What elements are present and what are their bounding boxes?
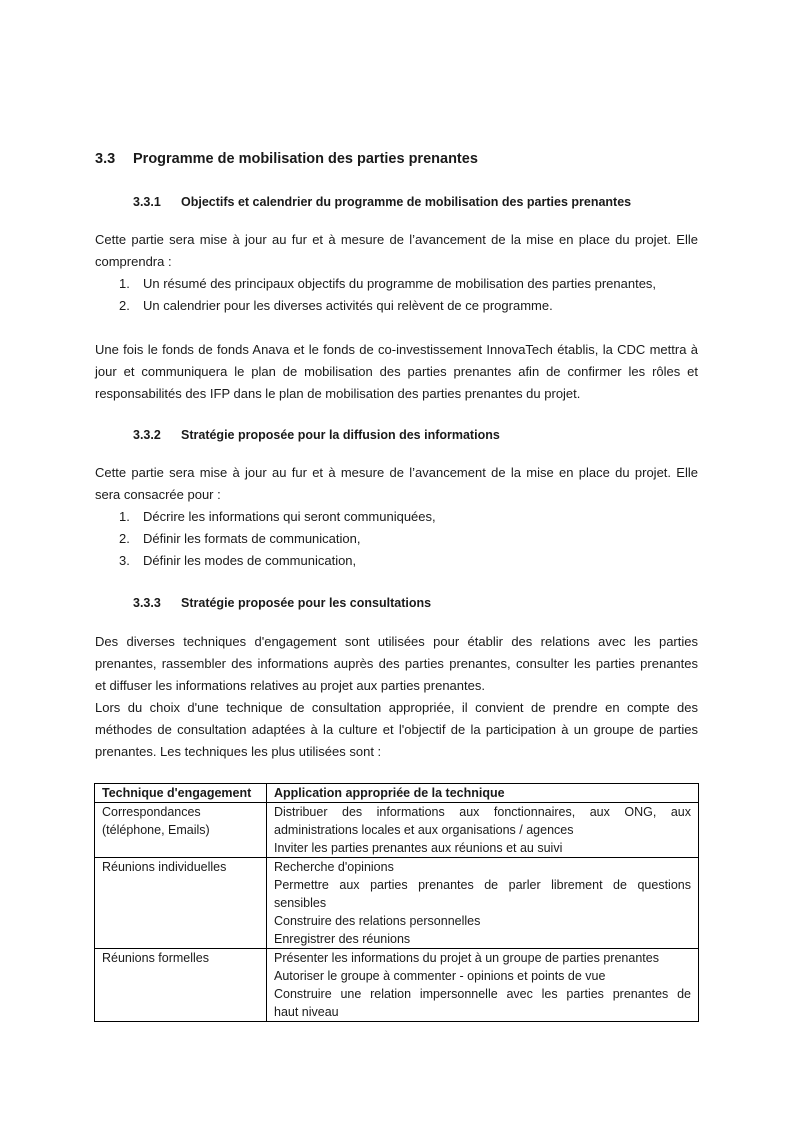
subsection-heading-3-3-1 — [133, 195, 631, 209]
paragraph-line: prenantes, rassembler des informations auprès des parties prenantes, consulter les parties prenantes — [95, 656, 698, 671]
paragraph-line: responsabilités des IFP dans le plan de mobilisation des parties prenantes du projet. — [95, 386, 581, 401]
list-number: 3. — [119, 553, 130, 568]
diffusion-list — [119, 506, 436, 572]
paragraph-line: jour et communiquera le plan de mobilisation des parties prenantes afin de confirmer les rôles et — [95, 364, 698, 379]
engagement-techniques-table — [94, 783, 699, 1022]
cell-line: Recherche d'opinions — [274, 860, 394, 874]
cell-line: (téléphone, Emails) — [102, 823, 210, 837]
subsection-title: Objectifs et calendrier du programme de mobilisation des parties prenantes — [181, 195, 632, 209]
cell-line: Permettre aux parties prenantes de parler librement de questions — [274, 878, 691, 892]
table-row — [95, 949, 699, 1022]
paragraph-line: et diffuser les informations relatives au projet aux parties prenantes. — [95, 678, 485, 693]
table-row — [95, 858, 699, 949]
paragraph-line: Cette partie sera mise à jour au fur et à mesure de l’avancement de la mise en place du projet. Elle — [95, 232, 698, 247]
cell-line: sensibles — [274, 896, 327, 910]
list-number: 2. — [119, 298, 130, 313]
list-number: 1. — [119, 276, 130, 291]
subsection-number: 3.3.3 — [133, 596, 161, 610]
subsection-number: 3.3.2 — [133, 428, 161, 442]
cell-line: administrations locales et aux organisations / agences — [274, 823, 574, 837]
list-text: Un résumé des principaux objectifs du programme de mobilisation des parties prenantes, — [143, 276, 657, 291]
header-technique: Technique d'engagement — [95, 784, 267, 803]
cell-line: Distribuer des informations aux fonctionnaires, aux ONG, aux — [274, 805, 691, 819]
application-cell — [267, 803, 699, 858]
section-heading — [95, 151, 478, 167]
subsection-title: Stratégie proposée pour les consultations — [181, 596, 432, 610]
list-number: 1. — [119, 509, 130, 524]
cell-line: Autoriser le groupe à commenter - opinions et points de vue — [274, 969, 606, 983]
application-cell — [267, 858, 699, 949]
list-text: Décrire les informations qui seront communiquées, — [143, 509, 436, 524]
intro-paragraph-3-3-1 — [95, 229, 698, 273]
subsection-number: 3.3.1 — [133, 195, 161, 209]
paragraph-line: Des diverses techniques d'engagement sont utilisées pour établir des relations avec les parties — [95, 634, 698, 649]
list-item — [119, 273, 656, 295]
paragraph-line: Lors du choix d'une technique de consultation appropriée, il convient de prendre en compte des — [95, 700, 698, 715]
paragraph-line: sera consacrée pour : — [95, 487, 221, 502]
section-number: 3.3 — [95, 151, 116, 167]
cell-line: Construire des relations personnelles — [274, 914, 481, 928]
technique-cell — [95, 858, 267, 949]
intro-paragraph-3-3-2 — [95, 462, 698, 506]
objectives-list — [119, 273, 656, 317]
technique-cell — [95, 803, 267, 858]
table-header-row — [95, 784, 699, 803]
list-item — [119, 550, 436, 572]
list-item — [119, 528, 436, 550]
consultation-paragraph — [95, 631, 698, 763]
cell-line: Réunions formelles — [102, 951, 209, 965]
table-row — [95, 803, 699, 858]
list-item — [119, 295, 656, 317]
list-text: Définir les formats de communication, — [143, 531, 361, 546]
application-cell — [267, 949, 699, 1022]
paragraph-line: Cette partie sera mise à jour au fur et à mesure de l’avancement de la mise en place du projet. Elle — [95, 465, 698, 480]
header-application: Application appropriée de la technique — [267, 784, 699, 803]
cell-line: Enregistrer des réunions — [274, 932, 411, 946]
list-number: 2. — [119, 531, 130, 546]
funding-paragraph — [95, 339, 698, 405]
list-text: Un calendrier pour les diverses activités qui relèvent de ce programme. — [143, 298, 553, 313]
subsection-heading-3-3-3 — [133, 596, 431, 610]
paragraph-line: Une fois le fonds de fonds Anava et le fonds de co-investissement InnovaTech établis, la CDC mettra à — [95, 342, 698, 357]
section-title: Programme de mobilisation des parties prenantes — [133, 151, 478, 167]
cell-line: Réunions individuelles — [102, 860, 227, 874]
technique-cell — [95, 949, 267, 1022]
subsection-heading-3-3-2 — [133, 428, 500, 442]
cell-line: Correspondances — [102, 805, 201, 819]
paragraph-line: méthodes de consultation adaptées à la culture et l'objectif de la participation à un groupe de parties — [95, 722, 698, 737]
cell-line: haut niveau — [274, 1005, 339, 1019]
paragraph-line: comprendra : — [95, 254, 172, 269]
paragraph-line: prenantes. Les techniques les plus utilisées sont : — [95, 744, 382, 759]
subsection-title: Stratégie proposée pour la diffusion des informations — [181, 428, 500, 442]
list-text: Définir les modes de communication, — [143, 553, 357, 568]
cell-line: Inviter les parties prenantes aux réunions et au suivi — [274, 841, 563, 855]
list-item — [119, 506, 436, 528]
cell-line: Présenter les informations du projet à un groupe de parties prenantes — [274, 951, 659, 965]
cell-line: Construire une relation impersonnelle avec les parties prenantes de — [274, 987, 691, 1001]
